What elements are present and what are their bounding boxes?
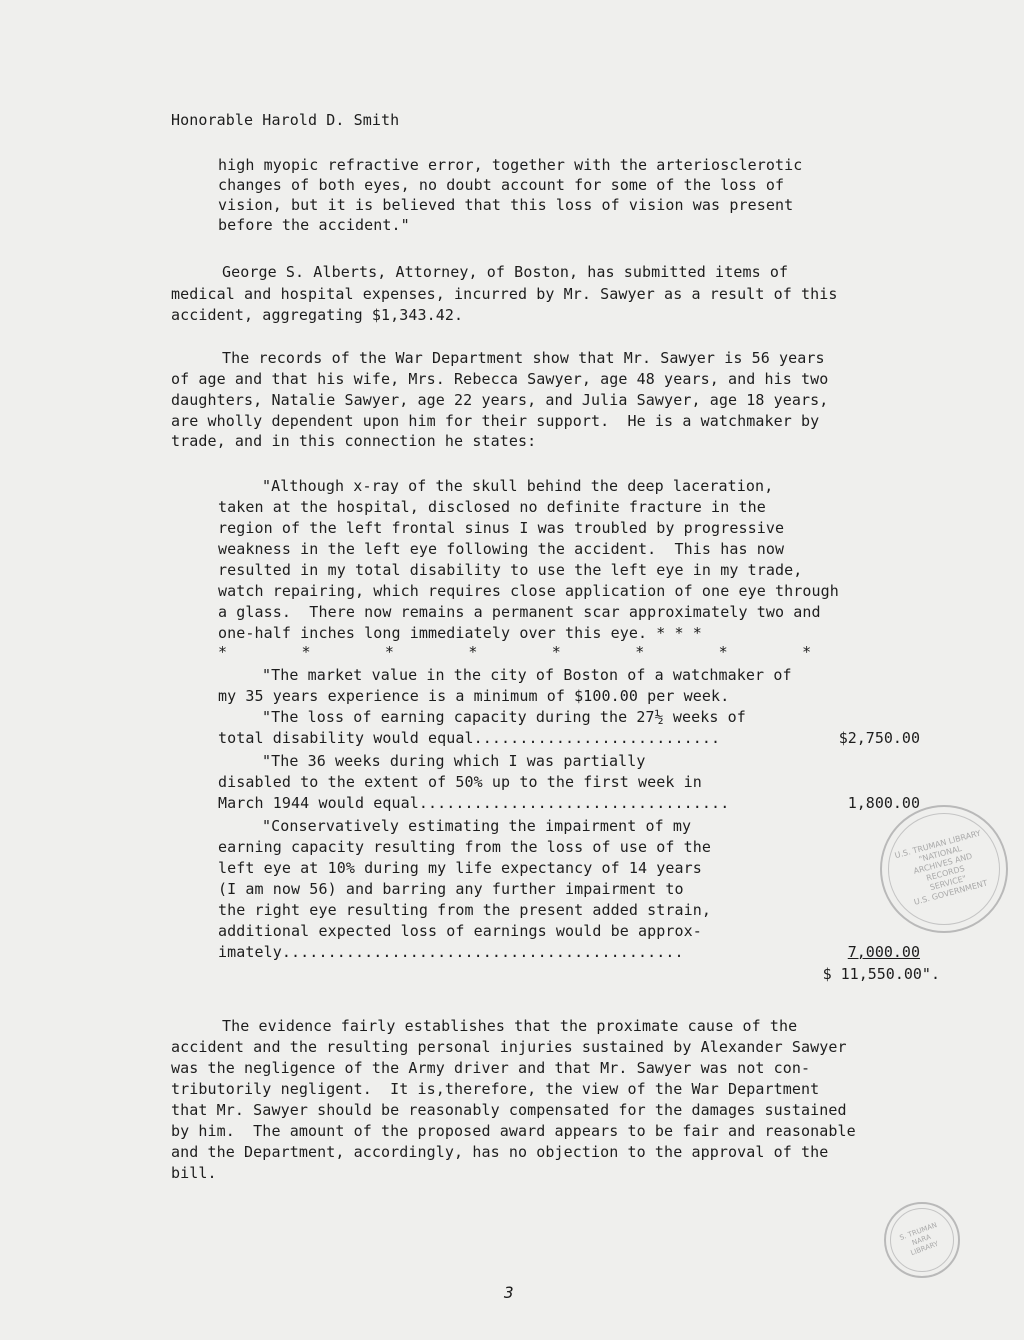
amount-total: $ 11,550.00". — [822, 965, 940, 983]
text-line: "The 36 weeks during which I was partially — [262, 752, 646, 770]
text-line: The records of the War Department show that Mr. Sawyer is 56 years — [222, 349, 825, 367]
text-line: additional expected loss of earnings would be approx- — [218, 922, 702, 940]
amount-total-disability: $2,750.00 — [838, 729, 920, 747]
text-line: medical and hospital expenses, incurred by Mr. Sawyer as a result of this — [171, 285, 838, 303]
text-line: "The market value in the city of Boston of a watchmaker of — [262, 666, 792, 684]
text-line: bill. — [171, 1164, 217, 1182]
text-line: disabled to the extent of 50% up to the first week in — [218, 773, 702, 791]
text-line: that Mr. Sawyer should be reasonably compensated for the damages sustained — [171, 1101, 847, 1119]
text-line: before the accident." — [218, 216, 410, 234]
stamp-text: S. TRUMAN NARA LIBRARY — [898, 1220, 940, 1257]
page-number: 3 — [504, 1283, 514, 1302]
text-line: one-half inches long immediately over this eye. * * * — [218, 624, 702, 642]
text-line: vision, but it is believed that this loss of vision was present — [218, 196, 794, 214]
amount-future-loss: 7,000.00 — [847, 943, 920, 961]
text-line: watch repairing, which requires close application of one eye through — [218, 582, 839, 600]
text-line: March 1944 would equal.................................. — [218, 794, 730, 812]
text-line: and the Department, accordingly, has no objection to the approval of the — [171, 1143, 829, 1161]
text-line: left eye at 10% during my life expectancy of 14 years — [218, 859, 702, 877]
amount-partial-disability: 1,800.00 — [847, 794, 920, 812]
text-line: resulted in my total disability to use the left eye in my trade, — [218, 561, 803, 579]
text-line: taken at the hospital, disclosed no definite fracture in the — [218, 498, 766, 516]
text-line: high myopic refractive error, together with the arteriosclerotic — [218, 156, 803, 174]
text-line: tributorily negligent. It is,therefore, the view of the War Department — [171, 1080, 820, 1098]
asterisk-separator: * * * * * * * * — [218, 643, 813, 661]
text-line: imately............................................ — [218, 943, 684, 961]
text-line: weakness in the left eye following the accident. This has now — [218, 540, 785, 558]
text-line: "The loss of earning capacity during the 27½ weeks of — [262, 708, 746, 726]
text-line: the right eye resulting from the present added strain, — [218, 901, 712, 919]
text-line: George S. Alberts, Attorney, of Boston, has submitted items of — [222, 263, 789, 281]
text-line: of age and that his wife, Mrs. Rebecca Sawyer, age 48 years, and his two — [171, 370, 829, 388]
text-line: by him. The amount of the proposed award appears to be fair and reasonable — [171, 1122, 856, 1140]
archive-stamp — [880, 805, 1008, 933]
text-line: accident and the resulting personal injuries sustained by Alexander Sawyer — [171, 1038, 847, 1056]
text-line: was the negligence of the Army driver and that Mr. Sawyer was not con- — [171, 1059, 811, 1077]
text-line: The evidence fairly establishes that the proximate cause of the — [222, 1017, 798, 1035]
text-line: daughters, Natalie Sawyer, age 22 years, and Julia Sawyer, age 18 years, — [171, 391, 829, 409]
text-line: total disability would equal........................... — [218, 729, 721, 747]
text-line: region of the left frontal sinus I was troubled by progressive — [218, 519, 785, 537]
text-line: a glass. There now remains a permanent scar approximately two and — [218, 603, 821, 621]
text-line: trade, and in this connection he states: — [171, 432, 537, 450]
text-line: accident, aggregating $1,343.42. — [171, 306, 464, 324]
text-line: changes of both eyes, no doubt account for some of the loss of — [218, 176, 785, 194]
stamp-text: U.S. TRUMAN LIBRARY "NATIONAL ARCHIVES AND RECORDS SERVICE" U.S. GOVERNMENT — [893, 828, 989, 907]
text-line: my 35 years experience is a minimum of $100.00 per week. — [218, 687, 730, 705]
text-line: are wholly dependent upon him for their support. He is a watchmaker by — [171, 412, 820, 430]
text-line: earning capacity resulting from the loss of use of the — [218, 838, 712, 856]
addressee: Honorable Harold D. Smith — [171, 111, 400, 129]
archive-stamp-small — [884, 1202, 960, 1278]
text-line: (I am now 56) and barring any further impairment to — [218, 880, 684, 898]
text-line: "Conservatively estimating the impairment of my — [262, 817, 692, 835]
text-line: "Although x-ray of the skull behind the deep laceration, — [262, 477, 774, 495]
